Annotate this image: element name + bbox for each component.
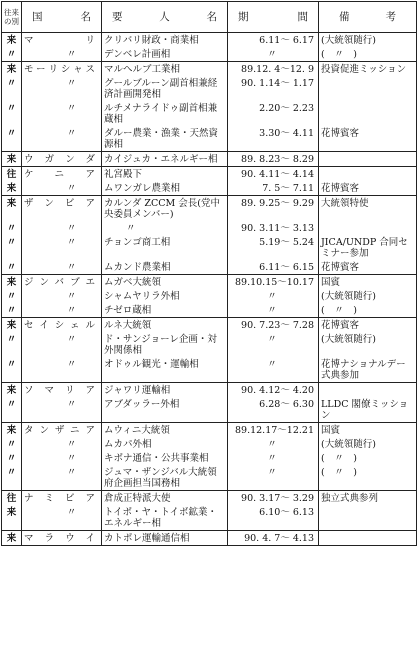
- cell-kind: 〃: [2, 437, 22, 451]
- cell-period: 〃: [228, 47, 319, 62]
- cell-country: ソマリア: [22, 383, 102, 398]
- cell-kind: 来: [2, 152, 22, 167]
- cell-name: 礼宮殿下: [102, 167, 228, 182]
- cell-name: オドゥル観光・運輸相: [102, 357, 228, 383]
- cell-period: 6.11～ 6.15: [228, 260, 319, 275]
- header-row: [2, 2, 417, 33]
- cell-period: 〃: [228, 357, 319, 383]
- cell-period: 〃: [228, 289, 319, 303]
- cell-name: ルネ大統領: [102, 318, 228, 333]
- cell-kind: 〃: [2, 465, 22, 491]
- cell-note: 国賓: [319, 423, 417, 438]
- cell-country: ケニア: [22, 167, 102, 182]
- table-row: [2, 126, 417, 152]
- cell-period: 89.12. 4～12. 9: [228, 62, 319, 77]
- cell-note: [319, 101, 417, 126]
- cell-name: チゼロ蔵相: [102, 303, 228, 318]
- cell-country: 〃: [22, 357, 102, 383]
- table-row: [2, 260, 417, 275]
- cell-kind: 〃: [2, 126, 22, 152]
- cell-period: 90. 7.23～ 7.28: [228, 318, 319, 333]
- cell-name: ムカパ外相: [102, 437, 228, 451]
- table-row: [2, 235, 417, 260]
- cell-country: ナミビア: [22, 491, 102, 506]
- cell-period: 89. 8.23～ 8.29: [228, 152, 319, 167]
- table-row: [2, 181, 417, 196]
- cell-kind: 〃: [2, 47, 22, 62]
- cell-country: ザンビア: [22, 196, 102, 222]
- cell-note: 大統領特使: [319, 196, 417, 222]
- cell-country: ウガンダ: [22, 152, 102, 167]
- cell-period: 〃: [228, 332, 319, 357]
- cell-name: グールブルーン副首相兼経済計画開発相: [102, 76, 228, 101]
- cell-country: 〃: [22, 332, 102, 357]
- table-row: [2, 303, 417, 318]
- cell-period: 2.20～ 2.23: [228, 101, 319, 126]
- cell-kind: 往: [2, 167, 22, 182]
- cell-note: 花博ナショナルデー式典参加: [319, 357, 417, 383]
- table-row: [2, 491, 417, 506]
- cell-note: [319, 167, 417, 182]
- table-row: [2, 505, 417, 531]
- cell-period: 〃: [228, 465, 319, 491]
- cell-name: ジュマ・ザンジバル大統領府企画担当国務相: [102, 465, 228, 491]
- cell-name: ド・サンジョーレ企画・対外関係相: [102, 332, 228, 357]
- cell-name: アブダッラー外相: [102, 397, 228, 423]
- cell-kind: 来: [2, 275, 22, 290]
- table-row: [2, 332, 417, 357]
- table-row: [2, 152, 417, 167]
- table-row: [2, 531, 417, 546]
- cell-period: 90. 4.11～ 4.14: [228, 167, 319, 182]
- cell-country: 〃: [22, 126, 102, 152]
- cell-note: [319, 221, 417, 235]
- cell-period: 〃: [228, 437, 319, 451]
- cell-country: 〃: [22, 221, 102, 235]
- cell-note: ( 〃 ): [319, 303, 417, 318]
- cell-period: 90. 1.14～ 1.17: [228, 76, 319, 101]
- cell-country: モーリシャス: [22, 62, 102, 77]
- cell-kind: 来: [2, 531, 22, 546]
- table-row: [2, 62, 417, 77]
- cell-country: 〃: [22, 451, 102, 465]
- cell-country: マリ: [22, 33, 102, 48]
- cell-note: JICA/UNDP 合同セミナー参加: [319, 235, 417, 260]
- cell-note: [319, 152, 417, 167]
- table-row: [2, 167, 417, 182]
- table-row: [2, 397, 417, 423]
- cell-note: (大統領随行): [319, 289, 417, 303]
- cell-kind: 〃: [2, 289, 22, 303]
- cell-kind: 〃: [2, 397, 22, 423]
- cell-period: 90. 4. 7～ 4.13: [228, 531, 319, 546]
- cell-name: ムガベ大統領: [102, 275, 228, 290]
- cell-kind: 〃: [2, 235, 22, 260]
- table-row: [2, 47, 417, 62]
- cell-period: 5.19～ 5.24: [228, 235, 319, 260]
- cell-name: デンベレ計画相: [102, 47, 228, 62]
- table-row: [2, 437, 417, 451]
- cell-name: ジャワリ運輸相: [102, 383, 228, 398]
- cell-period: 90. 3.11～ 3.13: [228, 221, 319, 235]
- cell-name: キボナ通信・公共事業相: [102, 451, 228, 465]
- table-row: [2, 33, 417, 48]
- header-kind: 往来 の別: [2, 2, 22, 33]
- cell-kind: 〃: [2, 303, 22, 318]
- header-country: 国名: [22, 2, 102, 33]
- cell-kind: 往: [2, 491, 22, 506]
- cell-country: 〃: [22, 47, 102, 62]
- cell-name: 倉成正特派大使: [102, 491, 228, 506]
- cell-note: ( 〃 ): [319, 465, 417, 491]
- cell-kind: 〃: [2, 451, 22, 465]
- header-name: 要人名: [102, 2, 228, 33]
- cell-country: 〃: [22, 303, 102, 318]
- cell-country: 〃: [22, 437, 102, 451]
- cell-country: 〃: [22, 505, 102, 531]
- cell-note: 国賓: [319, 275, 417, 290]
- cell-kind: 〃: [2, 260, 22, 275]
- cell-country: 〃: [22, 465, 102, 491]
- cell-note: 花博賓客: [319, 318, 417, 333]
- cell-name: ダルー農業・漁業・天然資源相: [102, 126, 228, 152]
- cell-name: カイジュカ・エネルギー相: [102, 152, 228, 167]
- cell-period: 〃: [228, 451, 319, 465]
- cell-name: トイボ・ヤ・トイボ鉱業・エネルギー相: [102, 505, 228, 531]
- cell-period: 90. 4.12～ 4.20: [228, 383, 319, 398]
- cell-name: 〃: [102, 221, 228, 235]
- cell-period: 90. 3.17～ 3.29: [228, 491, 319, 506]
- cell-period: 6.11～ 6.17: [228, 33, 319, 48]
- cell-kind: 来: [2, 423, 22, 438]
- cell-country: セイシェル: [22, 318, 102, 333]
- officials-exchange-table: [1, 1, 417, 546]
- cell-period: 7. 5～ 7.11: [228, 181, 319, 196]
- table-row: [2, 357, 417, 383]
- cell-name: クリバリ財政・商業相: [102, 33, 228, 48]
- cell-note: (大統領随行): [319, 33, 417, 48]
- cell-kind: 来: [2, 505, 22, 531]
- cell-note: ( 〃 ): [319, 47, 417, 62]
- cell-note: 独立式典参列: [319, 491, 417, 506]
- cell-period: 3.30～ 4.11: [228, 126, 319, 152]
- cell-name: ルチメナライドゥ副首相兼蔵相: [102, 101, 228, 126]
- table-row: [2, 383, 417, 398]
- table-row: [2, 196, 417, 222]
- cell-name: シャムヤリラ外相: [102, 289, 228, 303]
- cell-note: [319, 76, 417, 101]
- cell-note: [319, 531, 417, 546]
- cell-kind: 〃: [2, 76, 22, 101]
- cell-country: タンザニア: [22, 423, 102, 438]
- cell-name: ムワンガレ農業相: [102, 181, 228, 196]
- cell-kind: 来: [2, 33, 22, 48]
- cell-country: 〃: [22, 181, 102, 196]
- cell-kind: 来: [2, 318, 22, 333]
- table-row: [2, 275, 417, 290]
- cell-country: 〃: [22, 289, 102, 303]
- cell-note: [319, 505, 417, 531]
- table-row: [2, 101, 417, 126]
- cell-country: 〃: [22, 76, 102, 101]
- cell-kind: 来: [2, 62, 22, 77]
- cell-period: 〃: [228, 303, 319, 318]
- cell-note: 投資促進ミッション: [319, 62, 417, 77]
- table-row: [2, 289, 417, 303]
- table-row: [2, 318, 417, 333]
- cell-kind: 来: [2, 196, 22, 222]
- table-row: [2, 76, 417, 101]
- cell-note: 花博賓客: [319, 260, 417, 275]
- cell-note: LLDC 閣僚ミッション: [319, 397, 417, 423]
- cell-kind: 〃: [2, 101, 22, 126]
- cell-kind: 来: [2, 181, 22, 196]
- cell-country: 〃: [22, 397, 102, 423]
- cell-note: (大統領随行): [319, 437, 417, 451]
- header-note: 備考: [319, 2, 417, 33]
- cell-kind: 〃: [2, 357, 22, 383]
- cell-note: 花博賓客: [319, 126, 417, 152]
- cell-name: カトポレ運輸通信相: [102, 531, 228, 546]
- cell-name: ムウィニ大統領: [102, 423, 228, 438]
- table-row: [2, 221, 417, 235]
- header-period: 期間: [228, 2, 319, 33]
- cell-name: チョンゴ商工相: [102, 235, 228, 260]
- cell-country: 〃: [22, 101, 102, 126]
- cell-country: 〃: [22, 260, 102, 275]
- cell-kind: 来: [2, 383, 22, 398]
- table-row: [2, 451, 417, 465]
- cell-period: 6.10～ 6.13: [228, 505, 319, 531]
- cell-period: 6.28～ 6.30: [228, 397, 319, 423]
- cell-period: 89.10.15～10.17: [228, 275, 319, 290]
- cell-country: 〃: [22, 235, 102, 260]
- cell-note: 花博賓客: [319, 181, 417, 196]
- cell-period: 89.12.17～12.21: [228, 423, 319, 438]
- cell-country: ジンバブエ: [22, 275, 102, 290]
- table-row: [2, 423, 417, 438]
- cell-note: ( 〃 ): [319, 451, 417, 465]
- cell-kind: 〃: [2, 332, 22, 357]
- cell-name: カルンダ ZCCM 会長(党中央委員メンバー): [102, 196, 228, 222]
- cell-country: マラウイ: [22, 531, 102, 546]
- cell-note: [319, 383, 417, 398]
- table-row: [2, 465, 417, 491]
- cell-name: ムカンド農業相: [102, 260, 228, 275]
- cell-note: (大統領随行): [319, 332, 417, 357]
- cell-name: マルへルブ工業相: [102, 62, 228, 77]
- cell-kind: 〃: [2, 221, 22, 235]
- cell-period: 89. 9.25～ 9.29: [228, 196, 319, 222]
